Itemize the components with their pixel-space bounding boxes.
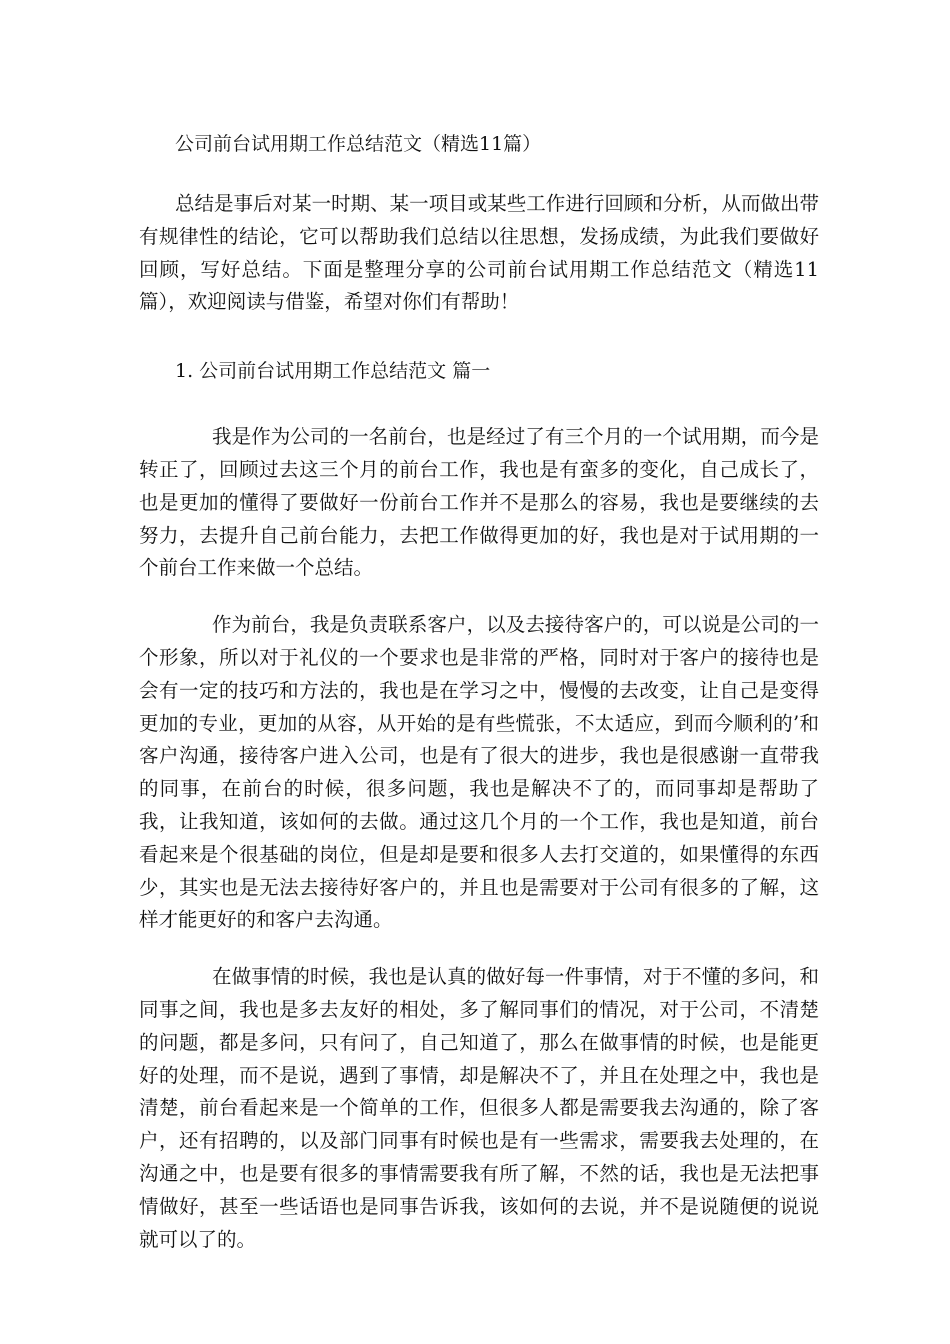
document-title: 公司前台试用期工作总结范文（精选11篇） xyxy=(175,133,542,155)
body-paragraph-3: 在做事情的时候，我也是认真的做好每一件事情，对于不懂的多问，和同事之间，我也是多去友好的相处，多了解同事们的情况，对于公司，不清楚的问题，都是多问，只有问了，自己知道了，那么在做事情的时候，也是能更好的处理，而不是说，遇到了事情，却是解决不了，并且在处理之中，我也是清楚，前台看起来是一个简单的工作，但很多人都是需要我去沟通的，除了客户，还有招聘的，以及部门同事有时候也是有一些需求，需要我去处理的，在沟通之中，也是要有很多的事情需要我有所了解，不然的话，我也是无法把事情做好，甚至一些话语也是同事告诉我，该如何的去说，并不是说随便的说说就可以了的。 xyxy=(139,965,819,1251)
document-page xyxy=(139,128,819,1256)
body-paragraph-1: 我是作为公司的一名前台，也是经过了有三个月的一个试用期，而今是转正了，回顾过去这三个月的前台工作，我也是有蛮多的变化，自己成长了，也是更加的懂得了要做好一份前台工作并不是那么的容易，我也是要继续的去努力，去提升自己前台能力，去把工作做得更加的好，我也是对于试用期的一个前台工作来做一个总结。 xyxy=(139,425,819,580)
intro-paragraph: 总结是事后对某一时期、某一项目或某些工作进行回顾和分析，从而做出带有规律性的结论，它可以帮助我们总结以往思想，发扬成绩，为此我们要做好回顾，写好总结。下面是整理分享的公司前台试用期工作总结范文（精选11篇），欢迎阅读与借鉴，希望对你们有帮助！ xyxy=(139,192,819,314)
body-paragraph-2: 作为前台，我是负责联系客户，以及去接待客户的，可以说是公司的一个形象，所以对于礼仪的一个要求也是非常的严格，同时对于客户的接待也是会有一定的技巧和方法的，我也是在学习之中，慢慢的去改变，让自己是变得更加的专业，更加的从容，从开始的是有些慌张，不太适应，到而今顺利的’和客户沟通，接待客户进入公司，也是有了很大的进步，我也是很感谢一直带我的同事，在前台的时候，很多问题，我也是解决不了的，而同事却是帮助了我，让我知道，该如何的去做。通过这几个月的一个工作，我也是知道，前台看起来是个很基础的岗位，但是却是要和很多人去打交道的，如果懂得的东西少，其实也是无法去接待好客户的，并且也是需要对于公司有很多的了解，这样才能更好的和客户去沟通。 xyxy=(139,613,819,932)
section-heading: 1. 公司前台试用期工作总结范文 篇一 xyxy=(175,360,491,383)
